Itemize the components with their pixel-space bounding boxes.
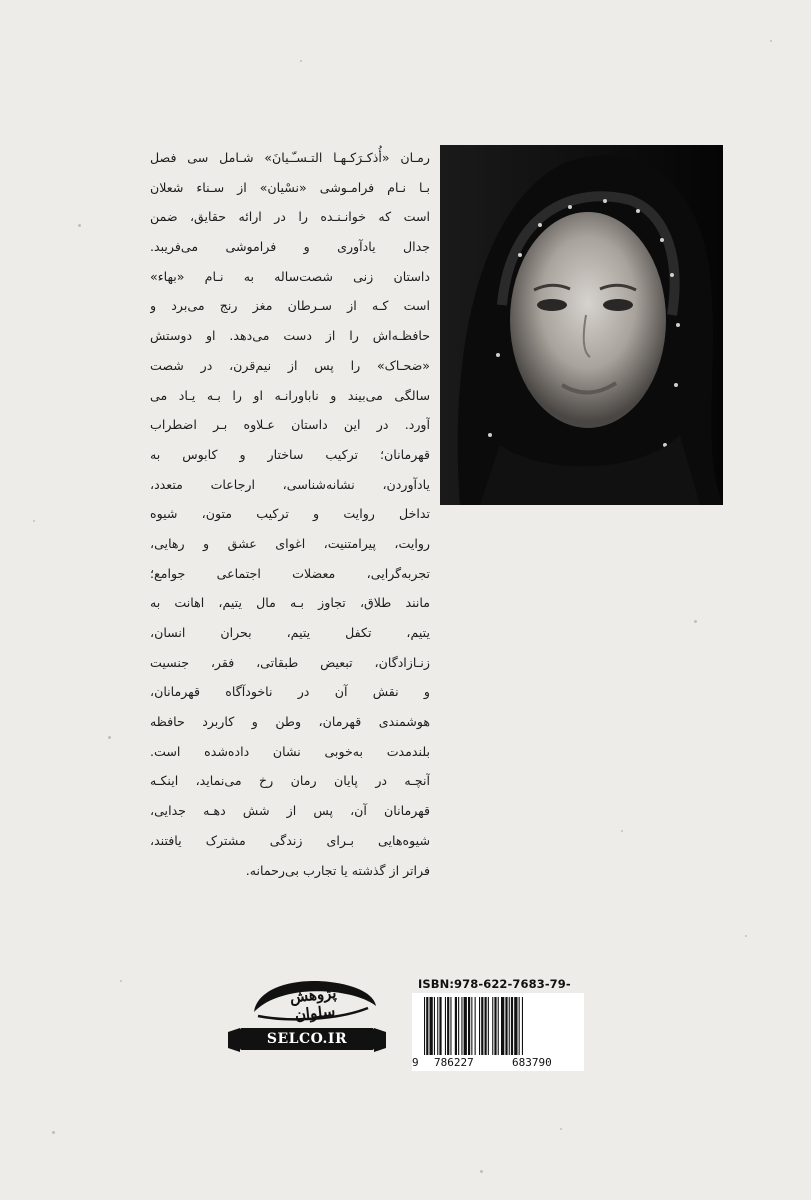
synopsis-line: تداخل روایت و ترکیب متون، شیوه [150, 506, 430, 522]
synopsis-line: حافظـه‌اش را از دست می‌دهد. او دوستش [150, 328, 430, 344]
barcode-digit-lead: 9 [412, 1056, 419, 1069]
barcode-digits-left: 786227 [434, 1056, 474, 1069]
synopsis-line: مانند طلاق، تجاوز بـه مال یتیم، اهانت به [150, 595, 430, 611]
publisher-name: پژوهش سلوان [288, 983, 338, 1025]
synopsis-line: هوشمندی قهرمان، وطن و کاربرد حافظه [150, 714, 430, 730]
synopsis-line: است کـه از سـرطان مغز رنج می‌برد و [150, 298, 430, 314]
synopsis-line: آنچـه در پایان رمان رخ می‌نماید، اینکـه [150, 773, 430, 789]
synopsis-line: بلندمدت به‌خوبی نشان داده‌شده است. [150, 743, 430, 759]
synopsis-line: سالگی می‌بیند و ناباورانـه او را بـه یـاد می [150, 387, 430, 403]
synopsis-line: بـا نـام فرامـوشی «نسْیان» از سـناء شعلان [150, 179, 430, 195]
synopsis-line: شیوه‌هایی بـرای زندگی مشترک یافتند، [150, 832, 430, 848]
synopsis-line: جدال یادآوری و فراموشی می‌فریبد. [150, 239, 430, 255]
author-portrait [440, 145, 723, 505]
barcode-bars [412, 993, 584, 1057]
synopsis-line: رمـان «أُذكـرَكـهـا التـسـّـيانَ» شـامل سی فصل [150, 150, 430, 165]
synopsis-line: است که خوانـنـده را در ارائه حقایق، ضمن [150, 209, 430, 225]
synopsis-line: یتیم، تکفل یتیم، بحران انسان، [150, 625, 430, 640]
publisher-website: SELCO.IR [240, 1028, 374, 1050]
synopsis-line: «ضحـاک» را پس از نیم‌قرن، در شصت [150, 357, 430, 373]
synopsis-line: آورد. در این داستان عـلاوه بـر اضطراب [150, 417, 430, 433]
isbn-label: ISBN:978-622-7683-79- [418, 977, 571, 991]
publisher-logo [228, 972, 386, 1066]
synopsis-line: قهرمانان؛ ترکیب ساختار و کابوس به [150, 446, 430, 462]
synopsis-text [150, 143, 430, 885]
synopsis-line: و نقش آن در ناخودآگاه قهرمانان، [150, 684, 430, 700]
synopsis-line: روایت، پیرامتنیت، اغوای عشق و رهایی، [150, 535, 430, 551]
synopsis-line: داستان زنی شصت‌ساله به نـام «بهاء» [150, 268, 430, 284]
synopsis-line: زنـازادگان، تبعیض طبقاتی، فقر، جنسیت [150, 654, 430, 670]
synopsis-line: فراتر از گذشته یا تجارب بی‌رحمانه. [245, 862, 430, 878]
synopsis-line: قهرمانان آن، پس از شش دهـه جدایی، [150, 803, 430, 819]
synopsis-line: تجربه‌گرایی، معضلات اجتماعی جوامع؛ [150, 565, 430, 581]
synopsis-line: یادآوردن، نشانه‌شناسی، ارجاعات متعدد، [150, 476, 430, 492]
barcode-digits-right: 683790 [512, 1056, 552, 1069]
isbn-barcode [412, 993, 584, 1071]
